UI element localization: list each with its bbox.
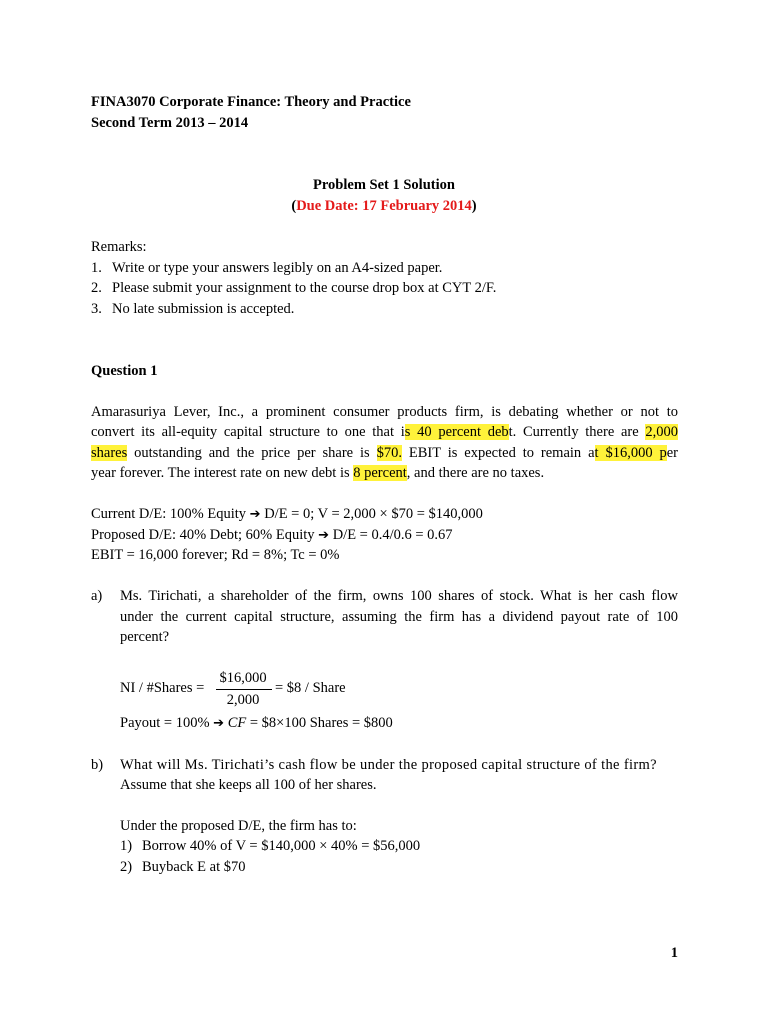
due-paren-close: ) [471, 198, 477, 214]
text-span: D/E = 0.4/0.6 = 0.67 [329, 527, 453, 543]
course-title: FINA3070 Corporate Finance: Theory and Practice [91, 94, 411, 110]
part-question-line: Ms. Tirichati, a shareholder of the firm, owns 100 shares of stock. What is her cash flow [120, 588, 678, 604]
fraction-denominator: 2,000 [226, 692, 260, 708]
remark-text: Please submit your assignment to the course drop box at CYT 2/F. [112, 280, 497, 296]
highlight-rate: 8 percent [353, 465, 407, 481]
cf-symbol: CF [227, 715, 247, 731]
due-date: Due Date: 17 February 2014 [296, 198, 472, 214]
remark-text: No late submission is accepted. [112, 301, 295, 317]
question-title: Question 1 [91, 363, 158, 379]
question-text-line: Amarasuriya Lever, Inc., a prominent consumer products firm, is debating whether or not to [91, 404, 678, 420]
text-span: Payout = 100% [120, 715, 214, 731]
text-span: Current D/E: 100% Equity [91, 506, 250, 522]
due-date-line [0, 197, 768, 215]
step-text: Buyback E at $70 [142, 859, 246, 875]
text-span: , and there are no taxes. [406, 465, 545, 481]
summary-line [91, 505, 483, 524]
arrow-right-icon: ➔ [249, 507, 261, 522]
arrow-right-icon: ➔ [213, 716, 225, 731]
part-question-line: Assume that she keeps all 100 of her shares. [120, 777, 377, 793]
equation-lhs: NI / #Shares = [120, 680, 205, 696]
highlight-ebit: t $16,000 p [594, 445, 667, 461]
fraction-numerator: $16,000 [219, 670, 267, 686]
remark-num: 2. [91, 280, 102, 296]
step-text: Borrow 40% of V = $140,000 × 40% = $56,000 [142, 838, 421, 854]
proposal-step [120, 858, 246, 876]
part-label: a) [91, 588, 103, 604]
text-span: Proposed D/E: 40% Debt; 60% Equity [91, 527, 319, 543]
due-paren-open: ( [291, 198, 297, 214]
page-number: 1 [670, 945, 678, 961]
payout-line [120, 714, 393, 733]
summary-line: EBIT = 16,000 forever; Rd = 8%; Tc = 0% [91, 547, 340, 563]
remark-item [91, 259, 442, 277]
arrow-right-icon: ➔ [318, 528, 330, 543]
proposal-intro: Under the proposed D/E, the firm has to: [120, 818, 357, 834]
text-span: convert its all-equity capital structure to one that i [91, 424, 405, 440]
part-question-line: What will Ms. Tirichati’s cash flow be under the proposed capital structure of the firm? [120, 757, 657, 773]
part-question-line: percent? [120, 629, 170, 645]
page-title: Problem Set 1 Solution [313, 177, 455, 193]
text-span: = $8×100 Shares = $800 [246, 715, 393, 731]
question-text-line [91, 444, 678, 462]
remark-text: Write or type your answers legibly on an A4-sized paper. [112, 260, 443, 276]
proposal-step [120, 837, 420, 855]
fraction-bar [216, 689, 272, 690]
highlight-shares: shares [91, 445, 128, 461]
highlight-debt: s 40 percent deb [404, 424, 509, 440]
remark-num: 1. [91, 260, 102, 276]
question-text-line [91, 464, 544, 482]
summary-line [91, 526, 453, 545]
text-span: year forever. The interest rate on new debt is [91, 465, 354, 481]
remark-item [91, 300, 294, 318]
text-span: er [666, 445, 678, 461]
part-label: b) [91, 757, 104, 773]
highlight-price: $70. [376, 445, 402, 461]
equation-rhs: = $8 / Share [275, 680, 346, 696]
step-num: 2) [120, 859, 133, 875]
term: Second Term 2013 – 2014 [91, 115, 249, 131]
text-span: outstanding and the price per share is [127, 445, 377, 461]
text-span: t. Currently there are [508, 424, 646, 440]
highlight-shares: 2,000 [645, 424, 678, 440]
remark-num: 3. [91, 301, 102, 317]
remarks-label: Remarks: [91, 239, 147, 255]
part-question-line: under the current capital structure, assuming the firm has a dividend payout rate of 100 [120, 609, 678, 625]
question-text-line [91, 423, 678, 441]
step-num: 1) [120, 838, 133, 854]
remark-item [91, 279, 496, 297]
text-span: D/E = 0; V = 2,000 × $70 = $140,000 [260, 506, 483, 522]
text-span: EBIT is expected to remain a [401, 445, 595, 461]
